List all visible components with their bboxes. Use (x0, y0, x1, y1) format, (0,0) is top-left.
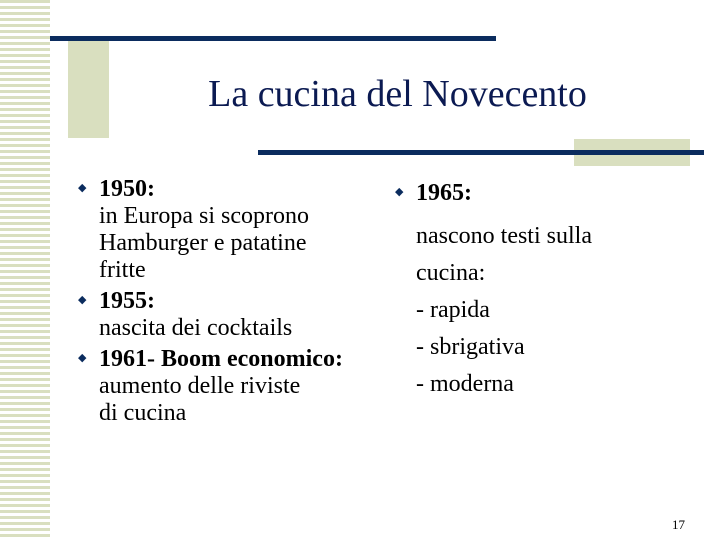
right-column (395, 180, 695, 403)
title-rule-top (50, 36, 496, 41)
bullet-item (78, 176, 378, 284)
diamond-bullet-icon: ◆ (395, 186, 404, 198)
bullet-heading: 1955: (99, 288, 155, 314)
decorative-stripes (0, 0, 50, 540)
left-column (78, 176, 378, 427)
diamond-bullet-icon: ◆ (78, 352, 87, 364)
bullet-item (78, 346, 378, 427)
bullet-heading: 1950: (99, 176, 155, 202)
bullet-heading: 1965: (416, 180, 472, 206)
diamond-bullet-icon: ◆ (78, 182, 87, 194)
title-rule-bottom (258, 150, 704, 155)
bullet-heading: 1961- Boom economico: (99, 346, 343, 372)
slide-title: La cucina del Novecento (208, 73, 587, 115)
bullet-text: aumento delle riviste di cucina (99, 373, 301, 426)
bullet-item (78, 288, 378, 342)
bullet-text: nascita dei cocktails (99, 315, 293, 341)
bullet-item (395, 180, 695, 403)
bullet-text: nascono testi sulla cucina: - rapida - sbrigativa - moderna (416, 223, 592, 397)
decorative-block-left (68, 39, 109, 138)
diamond-bullet-icon: ◆ (78, 294, 87, 306)
bullet-text: in Europa si scoprono Hamburger e patatine fritte (99, 203, 309, 283)
page-number: 17 (672, 517, 685, 532)
